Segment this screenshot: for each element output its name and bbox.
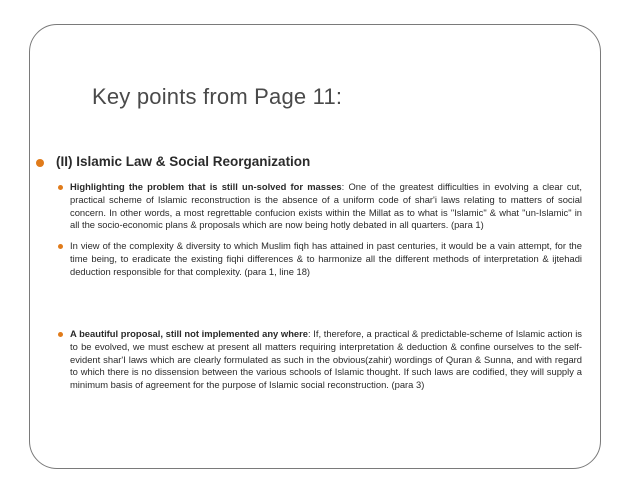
point-text: : If, therefore, a practical & predictable-scheme of Islamic action is to be evolved, we must eschew at present all matters requiring interpretation & deduction & confine ourselves to the self-evident shar'I laws which are clearly formulated as such in the obvious(zahir) wordings of Quran & Sunna, and with regard to which there is no dissension between the various schools of Islamic thought. If such laws are codified, they will supply a minimum basis of agreement for the purpose of Islamic social reconstruction. (para 3) xyxy=(70,328,582,391)
point-item xyxy=(70,328,582,392)
bullet-icon xyxy=(58,185,63,190)
bullet-icon xyxy=(36,159,44,167)
section-heading: (II) Islamic Law & Social Reorganization xyxy=(56,154,311,169)
point-bold-lead: A beautiful proposal, still not implemented any where xyxy=(70,328,309,339)
bullet-icon xyxy=(58,244,63,249)
point-text: In view of the complexity & diversity to which Muslim fiqh has attained in past centuries, it would be a vain attempt, for the time being, to eradicate the existing fiqhi differences & to harmonize all the different methods of interpretation & ijtehadi deduction responsible for that complexity. (para 1, line 18) xyxy=(70,240,582,277)
point-text: : One of the greatest difficulties in evolving a clear cut, practical scheme of Islamic reconstruction is the absence of a uniform code of shar'i laws relating to matters of social concern. In other words, a most regrettable confucion exists within the Millat as to what is "Islamic" & what "un-Islamic" in all the socio-economic plans & proposals which are now being hotly debated in all quarters. (para 1) xyxy=(70,181,582,231)
point-item xyxy=(70,240,582,278)
point-bold-lead: Highlighting the problem that is still un-solved for masses xyxy=(70,181,342,192)
slide-title: Key points from Page 11: xyxy=(92,84,343,109)
point-item xyxy=(70,181,582,232)
bullet-icon xyxy=(58,332,63,337)
